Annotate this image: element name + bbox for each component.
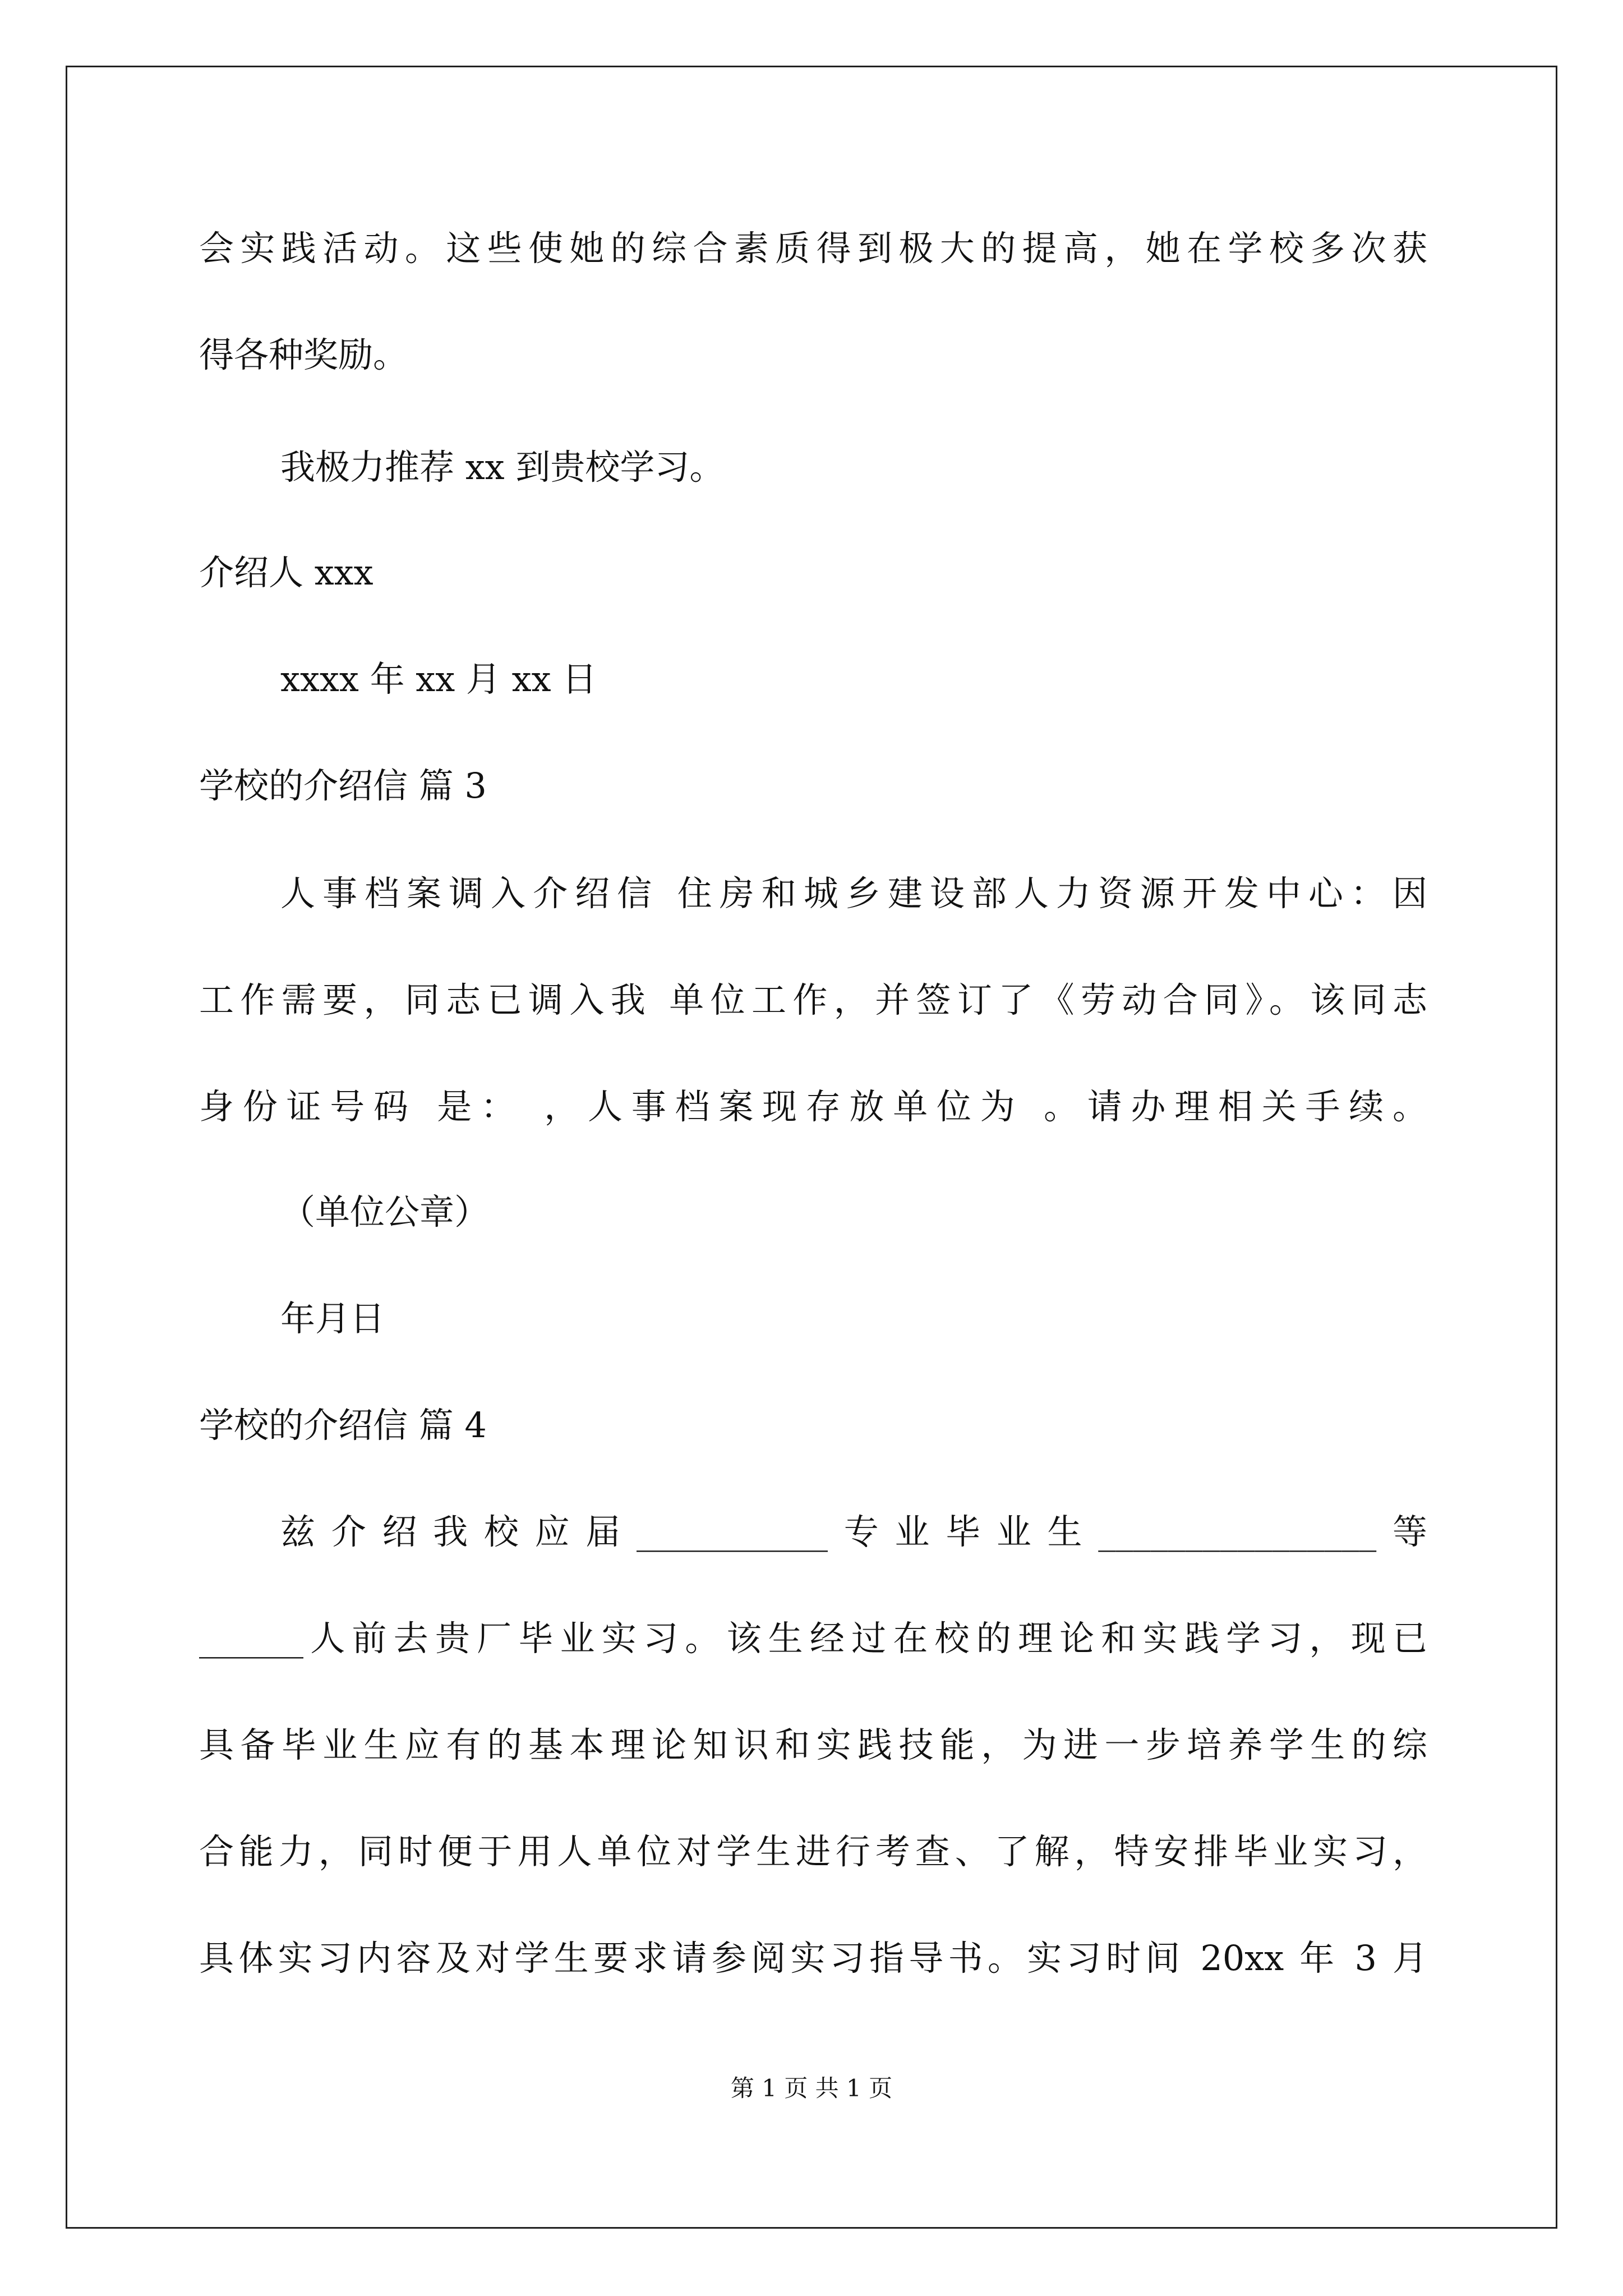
paragraph-line: 合能力，同时便于用人单位对学生进行考查、了解，特安排毕业实习， bbox=[199, 1831, 1427, 1872]
paragraph-line: 工作需要，同志已调入我 单位工作，并签订了《劳动合同》。该同志 bbox=[199, 979, 1427, 1020]
paragraph-line: 身份证号码 是： ，人事档案现存放单位为 。请办理相关手续。 bbox=[199, 1086, 1427, 1127]
paragraph-line: 得各种奖励。 bbox=[199, 334, 408, 375]
date-line: xxxx 年 xx 月 xx 日 bbox=[280, 659, 597, 700]
paragraph-line: 具体实习内容及对学生要求请参阅实习指导书。实习时间 20xx 年 3 月 bbox=[199, 1938, 1427, 1978]
paragraph-line: 我极力推荐 xx 到贵校学习。 bbox=[280, 447, 725, 487]
paragraph-line: 人事档案调入介绍信 住房和城乡建设部人力资源开发中心：因 bbox=[280, 873, 1427, 914]
date-line: 年月日 bbox=[280, 1298, 385, 1339]
section-heading: 学校的介绍信 篇 4 bbox=[199, 1405, 487, 1446]
page-number: 第 1 页 共 1 页 bbox=[730, 2074, 893, 2102]
paragraph-line: 会实践活动。这些使她的综合素质得到极大的提高，她在学校多次获 bbox=[199, 228, 1427, 269]
paragraph-line: 具备毕业生应有的基本理论知识和实践技能，为进一步培养学生的综 bbox=[199, 1724, 1427, 1765]
page-border bbox=[66, 66, 1557, 2229]
paragraph-line: 兹介绍我校应届___________专业毕业生________________等 bbox=[280, 1511, 1427, 1552]
stamp-line: （单位公章） bbox=[280, 1191, 490, 1232]
signature-line: 介绍人 xxx bbox=[199, 552, 374, 593]
section-heading: 学校的介绍信 篇 3 bbox=[199, 765, 487, 806]
paragraph-line: ______人前去贵厂毕业实习。该生经过在校的理论和实践学习，现已 bbox=[199, 1618, 1427, 1659]
